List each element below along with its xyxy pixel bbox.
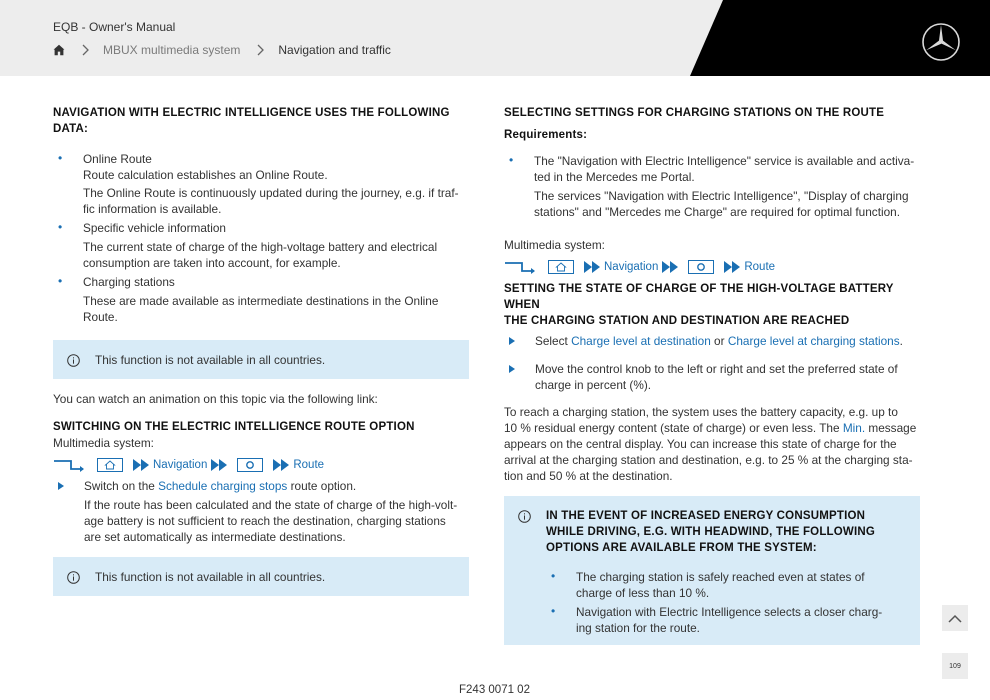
note-text: This function is not available in all countries. — [95, 570, 326, 584]
step-or: or — [714, 334, 725, 348]
settings-button-icon — [237, 458, 263, 472]
list-item-text: • The charging station is safely reached even at states of — [576, 570, 865, 584]
menu-path — [504, 258, 920, 276]
page-badge-text: 109 — [949, 662, 961, 670]
list-item — [546, 604, 882, 636]
settings-button-icon — [688, 260, 714, 274]
charging-stations-settings-heading: SELECTING SETTINGS FOR CHARGING STATIONS ON THE ROUTE — [504, 107, 885, 119]
breadcrumb-current: Navigation and traffic — [278, 43, 391, 57]
forward-icon — [724, 261, 740, 273]
heading-line: SETTING THE STATE OF CHARGE OF THE HIGH-VOLTAGE BATTERY WHEN — [504, 283, 894, 311]
info-icon — [518, 510, 531, 523]
paragraph-line: To reach a charging station, the system uses the battery capacity, e.g. up to — [504, 405, 898, 419]
home-button-icon — [97, 458, 123, 472]
note-heading-line: IN THE EVENT OF INCREASED ENERGY CONSUMPTION — [546, 510, 866, 522]
mercedes-star-logo — [921, 22, 961, 62]
note-text: This function is not available in all countries. — [95, 353, 326, 367]
list-item — [53, 151, 469, 217]
instruction-step — [53, 478, 469, 545]
forward-icon — [133, 459, 149, 471]
note-heading-line: OPTIONS ARE AVAILABLE FROM THE SYSTEM: — [546, 542, 817, 554]
animation-link-text[interactable]: You can watch an animation on this topic via the following link: — [53, 392, 378, 406]
step-text: Move the control knob to the left or right and set the preferred state of — [535, 362, 898, 376]
list-item-text: Route. — [83, 310, 118, 324]
paragraph-text: message — [868, 421, 917, 435]
electric-intelligence-data-heading: NAVIGATION WITH ELECTRIC INTELLIGENCE USES THE FOLLOWING DATA: — [53, 107, 450, 135]
charge-level-destination-option[interactable]: Charge level at destination — [571, 334, 711, 348]
list-item-text: • The "Navigation with Electric Intelligence" service is available and activa- — [534, 154, 915, 168]
step-prefix: Select — [535, 334, 568, 348]
charging-paragraph — [504, 404, 920, 484]
forward-icon — [273, 459, 289, 471]
note-list — [546, 569, 882, 636]
min-message: Min. — [842, 421, 866, 435]
list-item-title: • Specific vehicle information — [83, 221, 226, 235]
paragraph-line — [504, 420, 920, 436]
list-item-text: fic information is available. — [83, 202, 222, 216]
forward-icon — [662, 261, 678, 273]
scroll-to-top-button[interactable] — [942, 605, 968, 631]
home-button-icon — [548, 260, 574, 274]
list-item — [53, 274, 469, 325]
list-item-text: The services "Navigation with Electric Intelligence", "Display of charging — [534, 189, 909, 203]
step-text: are set automatically as intermediate destinations. — [84, 530, 346, 544]
step-text: age battery is not sufficient to reach the destination, charging stations — [84, 514, 446, 528]
path-navigation[interactable]: Navigation — [604, 261, 659, 273]
path-route[interactable]: Route — [744, 261, 776, 273]
note-body — [546, 508, 882, 636]
instruction-step — [504, 333, 920, 349]
paragraph-line: arrival at the charging station and destination, e.g. to 25 % at the charging sta- — [504, 453, 913, 467]
page-header — [0, 0, 990, 76]
step-text — [535, 333, 920, 349]
step-text: If the route has been calculated and the state of charge of the high-volt- — [84, 498, 458, 512]
list-item-title: • Online Route — [83, 152, 152, 166]
consumption-info-note — [504, 496, 920, 645]
list-item-text: The current state of charge of the high-voltage battery and electrical — [83, 240, 438, 254]
info-icon — [67, 354, 80, 367]
right-column — [504, 105, 920, 645]
note-heading-line: WHILE DRIVING, E.G. WITH HEADWIND, THE FOLLOWING — [546, 526, 876, 538]
list-item-text: Route calculation establishes an Online Route. — [83, 168, 328, 182]
data-list — [53, 151, 469, 325]
heading-line: THE CHARGING STATION AND DESTINATION ARE REACHED — [504, 315, 850, 327]
list-item — [546, 569, 882, 601]
breadcrumb-mbux-link[interactable]: MBUX multimedia system — [103, 43, 241, 57]
chevron-right-icon — [256, 44, 264, 56]
paragraph-line: tion and 50 % at the destination. — [504, 469, 673, 483]
list-item-text: consumption are taken into account, for example. — [83, 256, 341, 270]
step-end: . — [899, 334, 903, 348]
list-item-text: stations" and "Mercedes me Charge" are required for optimal function. — [534, 205, 900, 219]
step-suffix: route option. — [290, 479, 357, 493]
requirements-label: Requirements: — [504, 129, 588, 141]
info-note — [53, 340, 469, 379]
forward-icon — [211, 459, 227, 471]
path-navigation[interactable]: Navigation — [153, 459, 208, 471]
menu-path — [53, 456, 469, 474]
list-item-text: These are made available as intermediate destinations in the Online — [83, 294, 439, 308]
menu-arrow-icon — [504, 260, 538, 274]
breadcrumb — [53, 43, 391, 57]
home-icon[interactable] — [53, 44, 65, 56]
info-note — [53, 557, 469, 596]
step-prefix: Switch on the — [84, 479, 155, 493]
charge-level-charging-stations-option[interactable]: Charge level at charging stations — [727, 334, 900, 348]
chevron-right-icon — [81, 44, 89, 56]
list-item-text: The Online Route is continuously updated during the journey, e.g. if traf- — [83, 186, 459, 200]
manual-title: EQB - Owner's Manual — [53, 20, 176, 34]
list-item — [504, 153, 920, 220]
instruction-step — [504, 361, 920, 393]
list-item-text: ing station for the route. — [576, 621, 700, 635]
set-charge-heading — [504, 281, 920, 329]
left-column — [53, 105, 469, 596]
menu-arrow-icon — [53, 458, 87, 472]
figure-code: F243 0071 02 — [459, 684, 530, 696]
list-item-text: ted in the Mercedes me Portal. — [534, 170, 695, 184]
multimedia-system-label: Multimedia system: — [53, 436, 154, 450]
list-item-text: charge of less than 10 %. — [576, 586, 710, 600]
multimedia-system-label: Multimedia system: — [504, 238, 605, 252]
chevron-up-icon — [948, 614, 962, 623]
paragraph-text: 10 % residual energy content (state of charge) or even less. The — [504, 421, 840, 435]
schedule-charging-stops-option[interactable]: Schedule charging stops — [158, 479, 288, 493]
step-text — [84, 478, 469, 494]
step-text: charge in percent (%). — [535, 378, 652, 392]
requirements-list — [504, 153, 920, 220]
list-item — [53, 220, 469, 271]
path-route[interactable]: Route — [293, 459, 325, 471]
list-item-title: • Charging stations — [83, 275, 175, 289]
switching-on-route-option-heading: SWITCHING ON THE ELECTRIC INTELLIGENCE ROUTE OPTION — [53, 421, 415, 433]
paragraph-line: appears on the central display. You can increase this state of charge for the — [504, 437, 897, 451]
list-item-text: • Navigation with Electric Intelligence selects a closer charg- — [576, 605, 883, 619]
page-badge[interactable] — [942, 653, 968, 679]
forward-icon — [584, 261, 600, 273]
info-icon — [67, 571, 80, 584]
